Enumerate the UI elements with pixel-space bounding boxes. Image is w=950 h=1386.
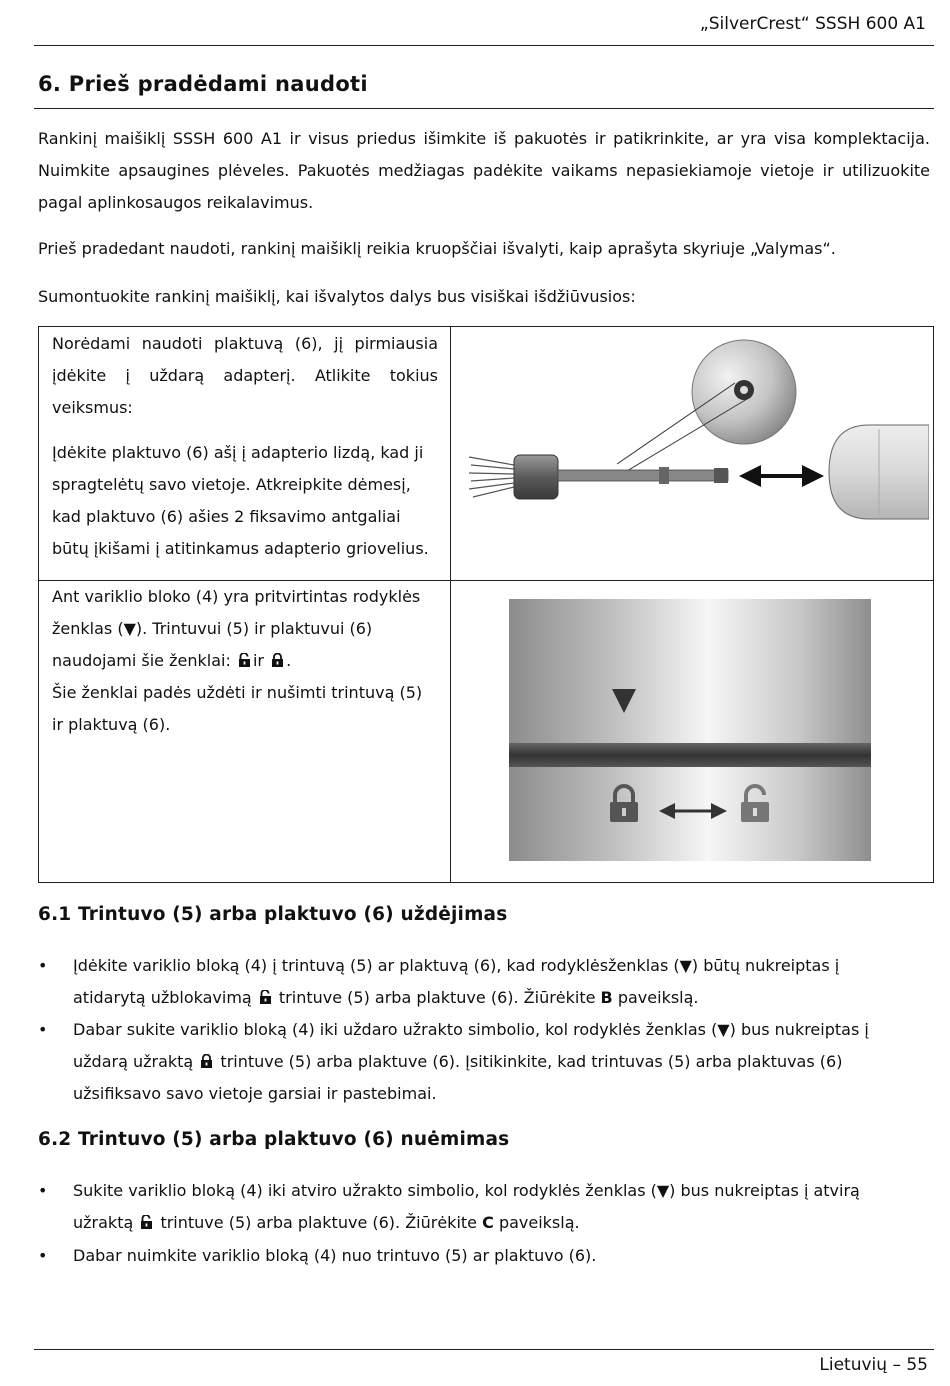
bullet-marker: • bbox=[38, 1246, 48, 1265]
whisk-wires bbox=[469, 457, 514, 497]
bullet-marker: • bbox=[38, 1181, 48, 1200]
insert-arrow bbox=[739, 465, 824, 487]
bullet-marker: • bbox=[38, 956, 48, 975]
figure-ref-b: B bbox=[600, 988, 613, 1007]
section-6-2-bullet-1: Sukite variklio bloką (4) iki atviro užrakto simbolio, kol rodyklės ženklas (▼) bus nukreiptas į atvirą užraktą trintuve (5) arba plaktuve (6). Žiūrėkite C paveikslą. bbox=[73, 1181, 860, 1232]
table-row1-steps: Įdėkite plaktuvo (6) ašį į adapterio lizdą, kad ji spragtelėtų savo vietoje. Atkreipkite dėmesį, kad plaktuvo (6) ašies 2 fiksavimo antgaliai būtų įkišami į atitinkamus adapterio griovelius. bbox=[52, 443, 429, 558]
row2-line1: Ant variklio bloko (4) yra pritvirtintas rodyklės bbox=[52, 587, 421, 606]
whisk-hub bbox=[514, 455, 558, 499]
closed-lock-icon bbox=[200, 1054, 213, 1068]
table-divider-vertical bbox=[450, 327, 451, 882]
row2-line5: ir plaktuvą (6). bbox=[52, 715, 171, 734]
closed-lock-icon bbox=[271, 653, 284, 667]
bullet-marker: • bbox=[38, 1020, 48, 1039]
instruction-table bbox=[38, 326, 934, 883]
footer-rule bbox=[34, 1349, 934, 1350]
row2-line3: naudojami šie ženklai: ir . bbox=[52, 651, 292, 670]
paragraph-assemble: Sumontuokite rankinį maišiklį, kai išvalytos dalys bus visiškai išdžiūvusios: bbox=[38, 287, 636, 306]
header-title: „SilverCrest“ SSSH 600 A1 bbox=[699, 14, 926, 34]
open-lock-icon bbox=[140, 1215, 153, 1229]
section-6-1-bullet-1: Įdėkite variklio bloką (4) į trintuvą (5) ar plaktuvą (6), kad rodyklėsženklas (▼) būtų nukreiptas į atidarytą užblokavimą trintuve (5) arba plaktuve (6). Žiūrėkite B paveikslą. bbox=[73, 956, 840, 1007]
header-rule bbox=[34, 45, 934, 46]
whisk-shaft bbox=[558, 470, 728, 481]
table-row2-text bbox=[52, 581, 442, 741]
footer-page-label: Lietuvių – 55 bbox=[819, 1355, 928, 1375]
motor-cylinder bbox=[509, 599, 871, 861]
motor-unit-lock-illustration bbox=[509, 597, 874, 863]
section-6-2-bullet-2: Dabar nuimkite variklio bloką (4) nuo trintuvo (5) ar plaktuvo (6). bbox=[73, 1246, 597, 1265]
whisk-adapter-illustration bbox=[459, 337, 929, 572]
table-row1-intro: Norėdami naudoti plaktuvą (6), jį pirmiausia įdėkite į uždarą adapterį. Atlikite tokius veiksmus: bbox=[52, 334, 438, 417]
section-6-2-heading: 6.2 Trintuvo (5) arba plaktuvo (6) nuėmimas bbox=[38, 1129, 510, 1150]
figure-ref-c: C bbox=[482, 1213, 494, 1232]
row2-line2: ženklas (▼). Trintuvui (5) ir plaktuvui (6) bbox=[52, 619, 373, 638]
paragraph-cleaning: Prieš pradedant naudoti, rankinį maišiklį reikia kruopščiai išvalyti, kaip aprašyta skyriuje „Valymas“. bbox=[38, 239, 836, 258]
motor-band bbox=[509, 743, 871, 767]
open-lock-icon bbox=[259, 990, 272, 1004]
section-rule bbox=[34, 108, 934, 109]
open-lock-icon bbox=[238, 653, 251, 667]
section-heading: 6. Prieš pradėdami naudoti bbox=[38, 72, 368, 96]
section-6-1-heading: 6.1 Trintuvo (5) arba plaktuvo (6) uždėjimas bbox=[38, 904, 508, 925]
paragraph-unpacking: Rankinį maišiklį SSSH 600 A1 ir visus priedus išimkite iš pakuotės ir patikrinkite, ar yra visa komplektacija. Nuimkite apsaugines plėveles. Pakuotės medžiagas padėkite vaikams nepasiekiamoje vietoje ir utilizuokite pagal aplinkosaugos reikalavimus. bbox=[38, 129, 930, 212]
row2-line4: Šie ženklai padės uždėti ir nušimti trintuvą (5) bbox=[52, 683, 423, 702]
section-6-1-bullet-2: Dabar sukite variklio bloką (4) iki uždaro užrakto simbolio, kol rodyklės ženklas (▼) bus nukreiptas į uždarą užraktą trintuve (5) arba plaktuve (6). Įsitikinkite, kad trintuvas (5) arba plaktuvas (6) užsifiksavo savo vietoje garsiai ir pastebimai. bbox=[73, 1020, 869, 1103]
